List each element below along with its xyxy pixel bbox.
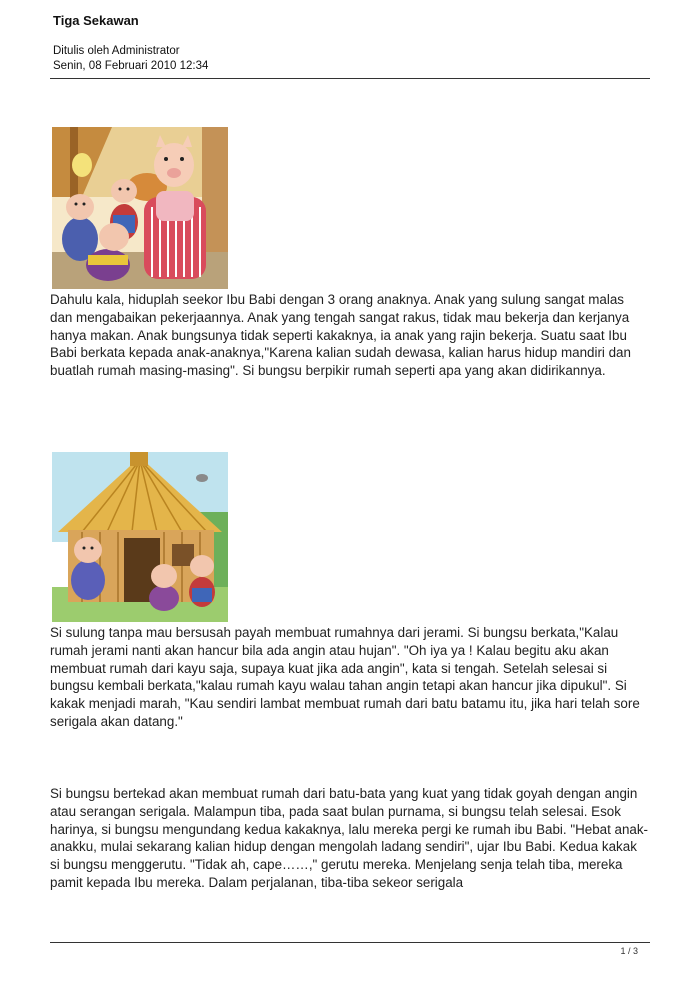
story-paragraph-1: Dahulu kala, hiduplah seekor Ibu Babi dengan 3 orang anaknya. Anak yang sulung sangat malas dan mengabaikan pekerjaannya. Anak yang tengah sangat rakus, tidak mau bekerja dan kerjanya hanya makan. Anak bungsunya tidak seperti kakaknya, ia anak yang rajin bekerja. Suatu saat Ibu Babi berkata kepada anak-anaknya,"Karena kalian sudah dewasa, kalian harus hidup mandiri dan buatlah rumah masing-masing". Si bungsu berpikir rumah seperti apa yang akan didirikannya. <box>50 292 631 379</box>
article-author: Ditulis oleh Administrator <box>53 45 180 57</box>
article-title: Tiga Sekawan <box>53 13 139 28</box>
header-rule <box>50 78 650 79</box>
footer-rule <box>50 942 650 943</box>
article-meta <box>53 44 208 74</box>
story-paragraph-3: Si bungsu bertekad akan membuat rumah dari batu-bata yang kuat yang tidak goyah dengan angin atau serangan serigala. Malampun tiba, pada saat bulan purnama, si bungsu telah selesai. Esok harinya, si bungsu mengundang kedua kakaknya, lalu mereka pergi ke rumah ibu Babi. "Hebat anak-anakku, mulai sekarang kalian hidup dengan mengolah ladang sendiri", ujar Ibu Babi. Kedua kakak si bungsu menggerutu. "Tidak ah, cape……," gerutu mereka. Menjelang senja telah tiba, mereka pamit kepada Ibu mereka. Dalam perjalanan, tiba-tiba sekeor serigala <box>50 786 649 890</box>
illustration-straw-house <box>52 452 228 622</box>
story-paragraph-2: Si sulung tanpa mau bersusah payah membuat rumahnya dari jerami. Si bungsu berkata,"Kalau rumah jerami nanti akan hancur bila ada angin atau hujan". "Oh iya ya ! Kalau begitu aku akan membuat rumah dari kayu saja, supaya kuat jika ada angin", kata si tengah. Setelah selesai si bungsu kembali berkata,"kalau rumah kayu walau tahan angin tetapi akan hancur jika dipukul". Si kakak menjadi marah, "Kau sendiri lambat membuat rumah dari batu batamu itu, jika hari telah sore serigala akan datang." <box>50 625 640 729</box>
page-number: 1 / 3 <box>620 946 638 956</box>
article-date: Senin, 08 Februari 2010 12:34 <box>53 60 209 72</box>
illustration-mother-pig-and-piglets <box>52 127 228 289</box>
